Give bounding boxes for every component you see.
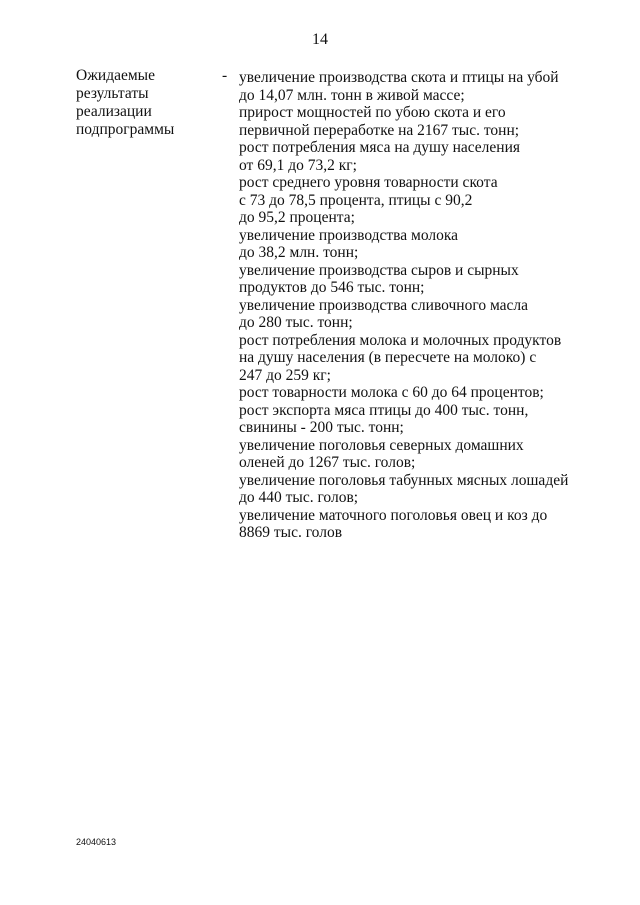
document-code: 24040613 xyxy=(76,837,117,847)
text-line: до 280 тыс. тонн; xyxy=(239,314,353,331)
page-number: 14 xyxy=(312,31,328,48)
section-label xyxy=(76,67,216,139)
text-line: увеличение производства сыров и сырных xyxy=(239,261,519,279)
text-line: увеличение производства сливочного масла xyxy=(239,296,529,314)
label-dash: - xyxy=(222,67,228,84)
text-line: рост экспорта мяса птицы до 400 тыс. тонн, xyxy=(239,401,529,419)
text-line: до 38,2 млн. тонн; xyxy=(239,244,359,261)
text-line: увеличение поголовья северных домашних xyxy=(239,436,524,454)
section-label-line: результаты xyxy=(76,85,149,102)
text-line: увеличение производства молока xyxy=(239,226,459,244)
text-line: увеличение поголовья табунных мясных лошадей xyxy=(239,471,569,489)
text-line: рост среднего уровня товарности скота xyxy=(239,174,498,191)
section-label-line: реализации xyxy=(76,103,152,120)
text-line: свинины - 200 тыс. тонн; xyxy=(239,419,404,436)
text-line: рост потребления молока и молочных продуктов xyxy=(239,331,562,349)
text-line: увеличение производства скота и птицы на убой xyxy=(239,69,559,86)
text-line: прирост мощностей по убою скота и его xyxy=(239,104,506,121)
text-line: 247 до 259 кг; xyxy=(239,366,331,384)
text-line: до 14,07 млн. тонн в живой массе; xyxy=(239,86,465,104)
text-line: с 73 до 78,5 процента, птицы с 90,2 xyxy=(239,191,473,209)
expected-results-text xyxy=(239,69,579,542)
text-line: на душу населения (в пересчете на молоко) с xyxy=(239,349,537,366)
text-line: оленей до 1267 тыс. голов; xyxy=(239,454,416,471)
text-line: первичной переработке на 2167 тыс. тонн; xyxy=(239,121,520,139)
section-label-line: Ожидаемые xyxy=(76,67,155,84)
text-line: рост потребления мяса на душу населения xyxy=(239,139,521,156)
text-line: до 95,2 процента; xyxy=(239,209,355,226)
text-line: до 440 тыс. голов; xyxy=(239,489,359,506)
text-line: от 69,1 до 73,2 кг; xyxy=(239,156,357,174)
text-line: увеличение маточного поголовья овец и коз до xyxy=(239,506,548,524)
text-line: 8869 тыс. голов xyxy=(239,524,343,541)
section-label-line: подпрограммы xyxy=(76,121,175,138)
text-line: продуктов до 546 тыс. тонн; xyxy=(239,279,425,296)
text-line: рост товарности молока с 60 до 64 процентов; xyxy=(239,384,544,401)
